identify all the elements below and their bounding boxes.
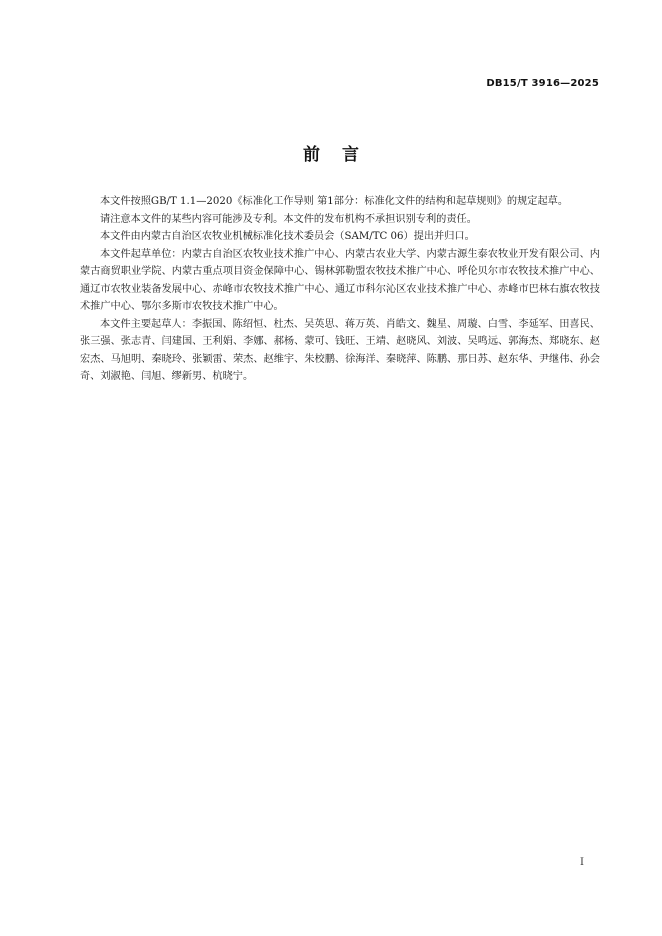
page-title: 前言 [303, 145, 381, 165]
paragraph-proposer: 本文件由内蒙古自治区农牧业机械标准化技术委员会（SAM/TC 06）提出并归口。 [100, 231, 475, 242]
document-code: DB15/T 3916—2025 [486, 78, 599, 89]
page-number: I [580, 857, 584, 868]
paragraph-patent-notice: 请注意本文件的某些内容可能涉及专利。本文件的发布机构不承担识别专利的责任。 [100, 213, 477, 225]
paragraph-drafting-rules: 本文件按照GB/T 1.1—2020《标准化工作导则 第1部分：标准化文件的结构和起草规则》的规定起草。 [100, 196, 569, 207]
foreword-body [80, 193, 600, 386]
paragraph-drafters: 本文件主要起草人：李振国、陈绍恒、杜杰、吴英思、蒋万英、肖皓文、魏星、周璇、白雪、李延军、田喜民、张三强、张志青、闫建国、王利娟、李娜、郝杨、蒙可、钱旺、王靖、赵晓风、刘波、吴鸣远、郭海杰、郑晓东、赵宏杰、马旭明、秦晓玲、张颖雷、荣杰、赵维宇、朱校鹏、徐海洋、秦晓萍、陈鹏、那日苏、赵东华、尹继伟、孙会奇、刘淑艳、闫旭、缪新男、杭晓宁。 [80, 318, 600, 382]
paragraph-drafting-units: 本文件起草单位：内蒙古自治区农牧业技术推广中心、内蒙古农业大学、内蒙古源生泰农牧业开发有限公司、内蒙古商贸职业学院、内蒙古重点项目资金保障中心、锡林郭勒盟农牧技术推广中心、呼伦贝尔市农牧技术推广中心、通辽市农牧业装备发展中心、赤峰市农牧技术推广中心、通辽市科尔沁区农业技术推广中心、赤峰市巴林右旗农牧技术推广中心、鄂尔多斯市农牧技术推广中心。 [80, 248, 600, 312]
